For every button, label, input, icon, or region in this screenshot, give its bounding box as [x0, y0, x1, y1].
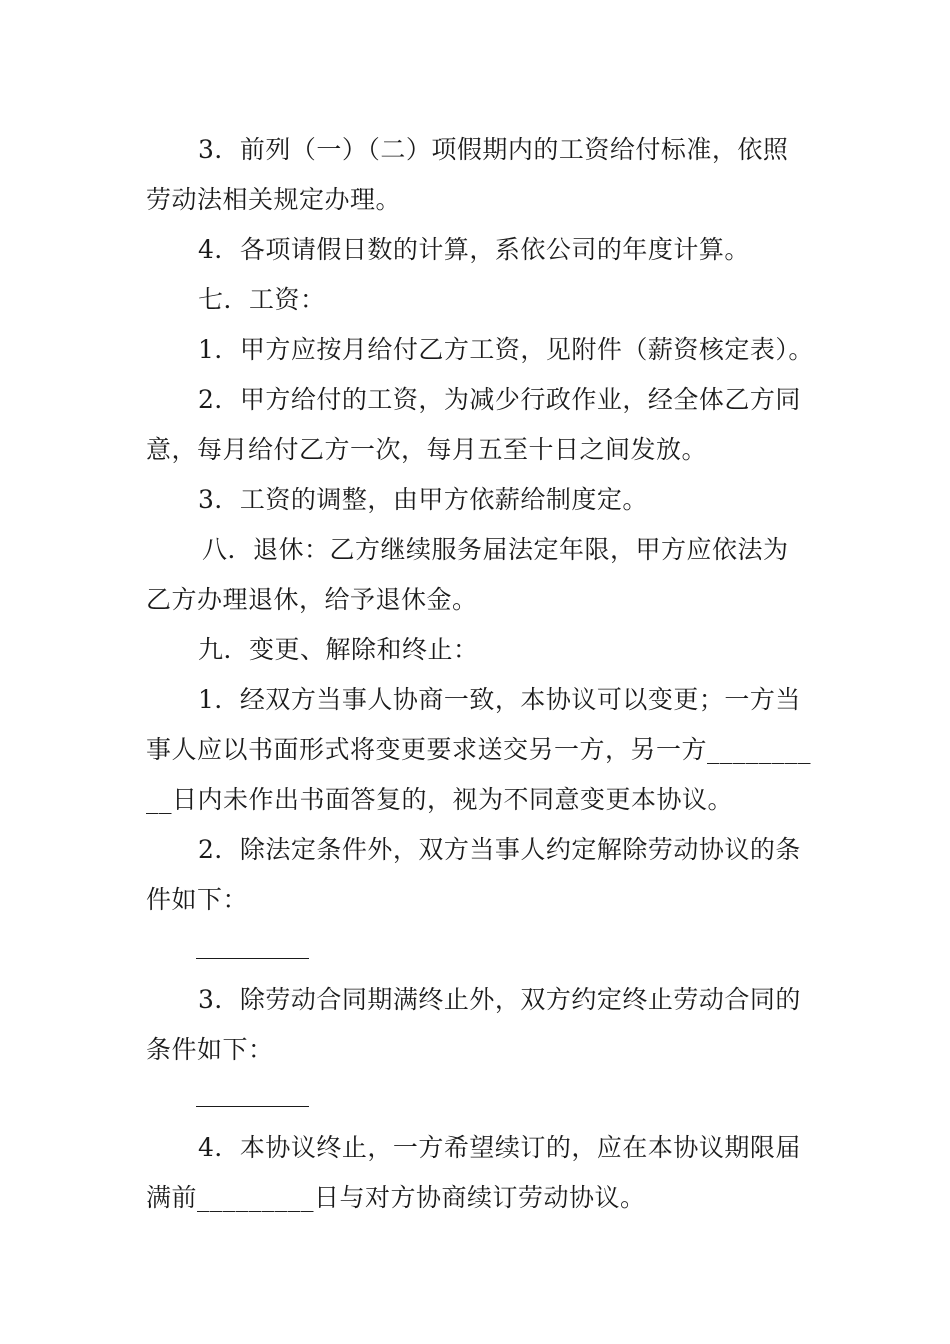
paragraph-line: 4．各项请假日数的计算，系依公司的年度计算。 [198, 235, 750, 264]
section-heading: 七．工资： [198, 285, 326, 314]
section-heading: 九．变更、解除和终止： [198, 635, 479, 664]
paragraph-line: 条件如下： [146, 1035, 274, 1064]
paragraph-line: 2．除法定条件外，双方当事人约定解除劳动协议的条 [198, 835, 801, 864]
paragraph-line: 乙方办理退休，给予退休金。 [146, 585, 478, 614]
paragraph-line: 件如下： [146, 885, 249, 914]
paragraph-line: 4．本协议终止，一方希望续订的，应在本协议期限届 [198, 1133, 801, 1162]
paragraph-line: 事人应以书面形式将变更要求送交另一方，另一方________ [146, 735, 812, 764]
paragraph-line: __日内未作出书面答复的，视为不同意变更本协议。 [146, 785, 734, 814]
paragraph-line: 意，每月给付乙方一次，每月五至十日之间发放。 [146, 435, 708, 464]
paragraph-line: 3．除劳动合同期满终止外，双方约定终止劳动合同的 [198, 985, 801, 1014]
paragraph-line: 劳动法相关规定办理。 [146, 185, 402, 214]
paragraph-line: 1．经双方当事人协商一致，本协议可以变更；一方当 [198, 685, 801, 714]
section-heading: 八．退休：乙方继续服务届法定年限，甲方应依法为 [202, 535, 789, 564]
paragraph-line: 3．工资的调整，由甲方依薪给制度定。 [198, 485, 648, 514]
paragraph-line: 满前_________日与对方协商续订劳动协议。 [146, 1183, 646, 1212]
fill-in-blank [196, 1106, 309, 1107]
paragraph-line: 3．前列（一）（二）项假期内的工资给付标准，依照 [198, 135, 789, 164]
fill-in-blank [196, 958, 309, 959]
paragraph-line: 1．甲方应按月给付乙方工资，见附件（薪资核定表）。 [198, 335, 814, 364]
paragraph-line: 2．甲方给付的工资，为减少行政作业，经全体乙方同 [198, 385, 801, 414]
